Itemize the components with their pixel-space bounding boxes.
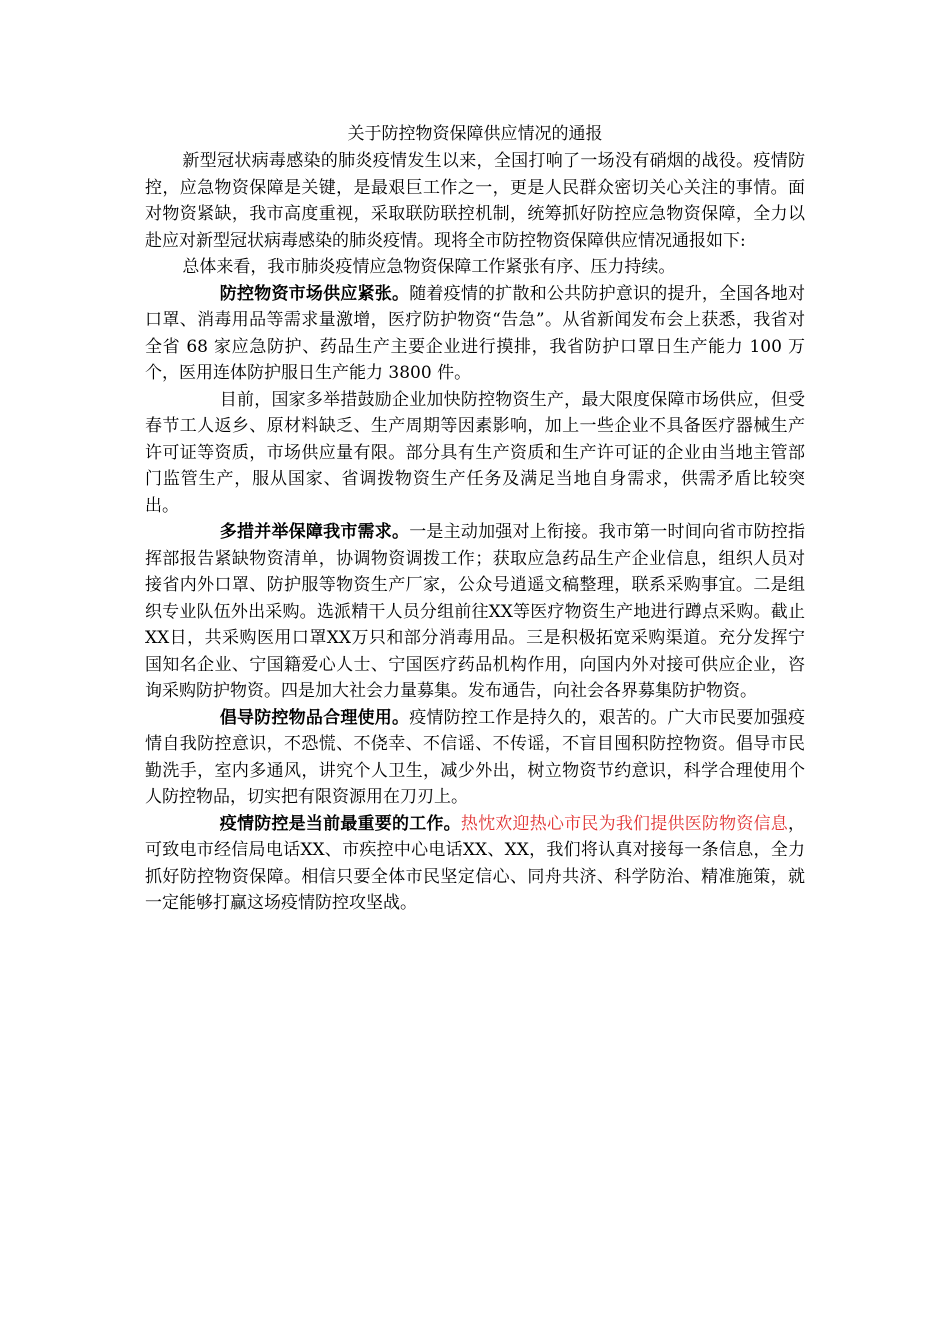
intro-paragraph (145, 148, 805, 254)
measures-text-a: 一是主动加强对上衔接。我市第一时间向省市防控指挥部报告紧缺物资清单，协调物资调拨工作；获取应急药品生产企业信息，组织人员对接省内外口罩、防护服等物资生产厂家， (145, 522, 806, 595)
supply-text: 随着疫情的扩散和公共防护意识的提升，全国各地对口罩、消毒用品等需求量激增，医疗防护物资“告急”。从省新闻发布会上获悉，我省对全省 68 家应急防护、药品生产主要企业进行摸排，我省防护口罩日生产能力 100 万个，医用连体防护服日生产能力 3800 件。 (145, 283, 806, 383)
measures-paragraph (145, 519, 805, 705)
measures-text-c: ，联系采购事宜。二是组织专业队伍外出采购。选派精干人员分组前往XX等医疗物资生产地进行蹲点采购。截止XX日，共采购医用口罩XX万只和部分消毒用品。三是积极拓宽采购渠道。充分发挥宁国知名企业、宁国籍爱心人士、宁国医疗药品机构作用，向国内外对接可供应企业，咨询采购防护物资。四是加大社会力量募集。发布通告，向社会各界募集防护物资。 (145, 575, 806, 701)
supply-paragraph (145, 281, 805, 387)
supply-heading: 防控物资市场供应紧张。 (219, 283, 410, 304)
usage-paragraph (145, 705, 805, 811)
summary-text: 总体来看，我市肺炎疫情应急物资保障工作紧张有序、压力持续。 (182, 257, 676, 277)
measures-heading: 多措并举保障我市需求。 (219, 522, 410, 542)
closing-heading: 疫情防控是当前最重要的工作。 (219, 813, 461, 834)
measures-text-b: 公众号逍遥文稿整理 (457, 575, 615, 595)
closing-text: ，可致电市经信局电话XX、市疾控中心电话XX、XX，我们将认真对接每一条信息，全力抓好防控物资保障。相信只要全体市民坚定信心、同舟共济、科学防治、精准施策，就一定能够打赢这场疫情防控攻坚战。 (145, 813, 806, 913)
closing-highlight: 热忱欢迎热心市民为我们提供医防物资信息 (460, 813, 789, 834)
policy-paragraph (145, 387, 805, 520)
usage-text: 疫情防控工作是持久的，艰苦的。广大市民要加强疫情自我防控意识，不恐慌、不侥幸、不信谣、不传谣，不盲目囤积防控物资。倡导市民勤洗手，室内多通风，讲究个人卫生，减少外出，树立物资节约意识，科学合理使用个人防控物品，切实把有限资源用在刀刃上。 (145, 707, 806, 807)
summary-paragraph (145, 254, 805, 281)
usage-heading: 倡导防控物品合理使用。 (219, 707, 410, 728)
intro-text: 新型冠状病毒感染的肺炎疫情发生以来，全国打响了一场没有硝烟的战役。疫情防控，应急物资保障是关键，是最艰巨工作之一，更是人民群众密切关心关注的事情。面对物资紧缺，我市高度重视，采取联防联控机制，统筹抓好防控应急物资保障，全力以赴应对新型冠状病毒感染的肺炎疫情。现将全市防控物资保障供应情况通报如下: (145, 151, 805, 251)
document-title: 关于防控物资保障供应情况的通报 (347, 124, 603, 144)
document-page (145, 120, 805, 917)
closing-paragraph (145, 811, 805, 917)
policy-text: 目前，国家多举措鼓励企业加快防控物资生产，最大限度保障市场供应，但受春节工人返乡、原材料缺乏、生产周期等因素影响，加上一些企业不具备医疗器械生产许可证等资质，市场供应量有限。部分具有生产资质和生产许可证的企业由当地主管部门监管生产，服从国家、省调拨物资生产任务及满足当地自身需求，供需矛盾比较突出。 (145, 389, 805, 516)
